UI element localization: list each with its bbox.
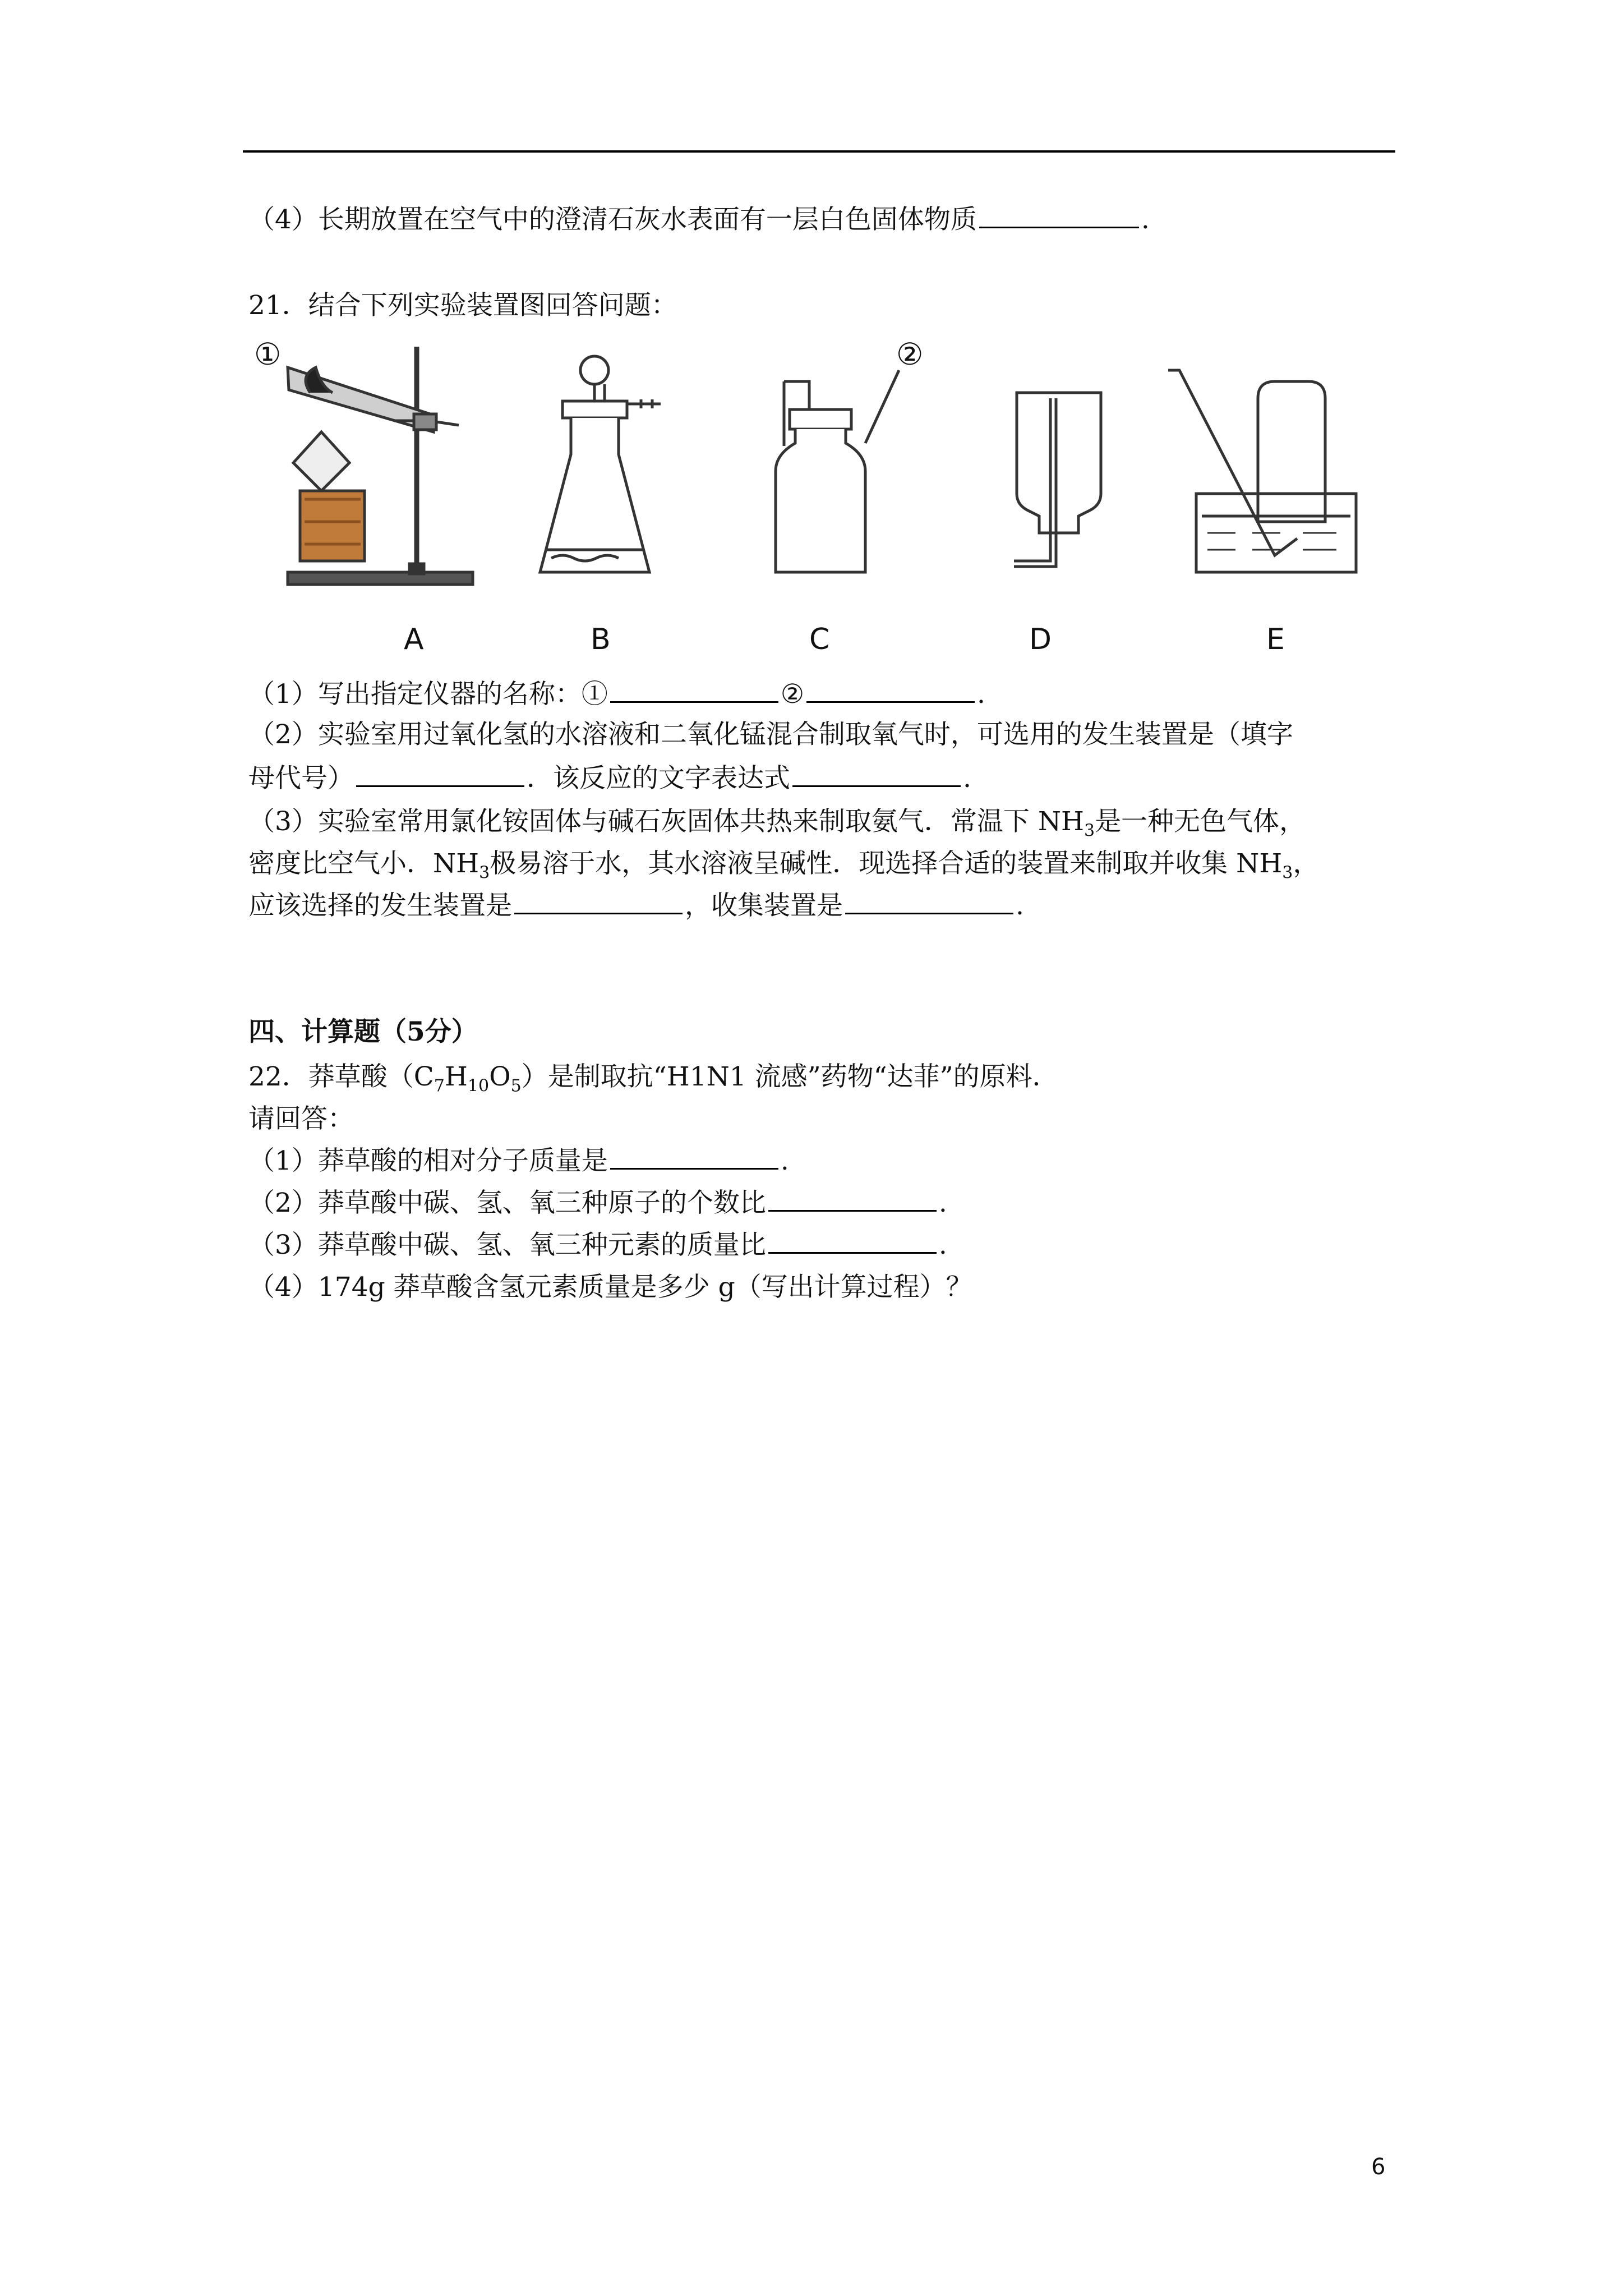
q21-part3-text-d: 极易溶于水，其水溶液呈碱性．现选择合适的装置来制取并收集 NH [490, 848, 1283, 879]
q21-part3-text-f: 应该选择的发生装置是 [248, 890, 512, 921]
q22-part3-text: （3）莽草酸中碳、氢、氧三种元素的质量比 [248, 1230, 766, 1260]
q20-part4-end: . [1141, 204, 1150, 235]
apparatus-drawing [248, 337, 1398, 656]
subscript: 3 [1083, 821, 1095, 841]
q22-part1-line [248, 1144, 789, 1178]
figure-marker-2: ② [896, 337, 924, 372]
apparatus-b [540, 356, 661, 572]
q22-text-b: H [444, 1061, 468, 1092]
apparatus-figure [248, 337, 1398, 656]
q21-part3-text-a: （3）实验室常用氯化铵固体与碱石灰固体共热来制取氨气．常温下 NH [248, 806, 1084, 837]
q21-part2-line2 [248, 762, 971, 795]
q22-part2-line [248, 1186, 947, 1220]
q22-line1 [248, 1060, 1059, 1103]
q21-part3-text-c: 密度比空气小．NH [248, 848, 479, 879]
q22-part1-text: （1）莽草酸的相对分子质量是 [248, 1145, 608, 1176]
answer-blank[interactable] [768, 1230, 937, 1254]
q22-part3-line [248, 1228, 947, 1262]
q22-text-c: O [489, 1061, 511, 1092]
apparatus-e [1168, 370, 1356, 572]
answer-blank[interactable] [792, 763, 961, 787]
q22-part2-text: （2）莽草酸中碳、氢、氧三种原子的个数比 [248, 1188, 766, 1218]
q21-part3-line3 [248, 889, 1024, 923]
q21-part3-text-g: ，收集装置是 [685, 890, 843, 921]
q21-part3-end: . [1016, 890, 1024, 921]
q21-part1-text: （1）写出指定仪器的名称：① [248, 679, 608, 710]
answer-blank[interactable] [610, 1145, 778, 1170]
subscript: 5 [510, 1076, 522, 1096]
q21-part3-text-b: 是一种无色气体， [1095, 806, 1306, 837]
q22-text-a: 22．莽草酸（C [248, 1061, 434, 1092]
apparatus-a [288, 347, 473, 585]
q21-part2-end: . [963, 763, 971, 794]
q22-part4-line: （4）174g 莽草酸含氢元素质量是多少 g（写出计算过程）？ [248, 1272, 972, 1303]
answer-blank[interactable] [845, 890, 1013, 914]
subscript: 10 [467, 1076, 490, 1096]
answer-blank[interactable] [806, 679, 975, 703]
apparatus-d [1014, 393, 1101, 567]
subscript: 7 [434, 1076, 445, 1096]
q22-line2: 请回答： [248, 1103, 354, 1134]
figure-marker-1: ① [254, 337, 282, 372]
figure-label-a: A [404, 623, 424, 656]
q21-part1-marker2: ② [780, 679, 805, 710]
answer-blank[interactable] [514, 890, 683, 914]
q21-part2-text-b: ．该反应的文字表达式 [527, 763, 790, 794]
answer-blank[interactable] [979, 204, 1139, 228]
q21-part3-text-e: ， [1293, 848, 1320, 879]
figure-label-c: C [809, 623, 830, 656]
q22-part2-end: . [938, 1188, 947, 1218]
q22-part1-end: . [780, 1145, 789, 1176]
q21-part1-end: . [977, 679, 985, 710]
apparatus-c [776, 370, 899, 572]
page-number: 6 [1371, 2154, 1386, 2180]
header-rule [243, 150, 1395, 153]
q21-title: 21．结合下列实验装置图回答问题： [248, 290, 677, 321]
figure-label-e: E [1266, 623, 1285, 656]
q22-text-d: ）是制取抗“H1N1 流感”药物“达菲”的原料． [521, 1061, 1059, 1092]
q22-part3-end: . [938, 1230, 947, 1260]
q21-part2-line1: （2）实验室用过氧化氢的水溶液和二氧化锰混合制取氧气时，可选用的发生装置是（填字 [248, 719, 1293, 750]
subscript: 3 [479, 863, 490, 883]
answer-blank[interactable] [610, 679, 778, 703]
answer-blank[interactable] [768, 1188, 937, 1212]
section4-title: 四、计算题（5分） [248, 1016, 478, 1047]
q21-part3-line2 [248, 847, 1319, 890]
subscript: 3 [1282, 863, 1293, 883]
q20-part4-text: （4）长期放置在空气中的澄清石灰水表面有一层白色固体物质 [248, 204, 977, 235]
figure-label-b: B [591, 623, 611, 656]
q21-part1-line [248, 678, 985, 711]
figure-label-d: D [1029, 623, 1052, 656]
q20-part4-line [248, 203, 1150, 237]
q21-part3-line1 [248, 805, 1306, 848]
q21-part2-text-a: 母代号） [248, 763, 354, 794]
answer-blank[interactable] [356, 763, 524, 787]
